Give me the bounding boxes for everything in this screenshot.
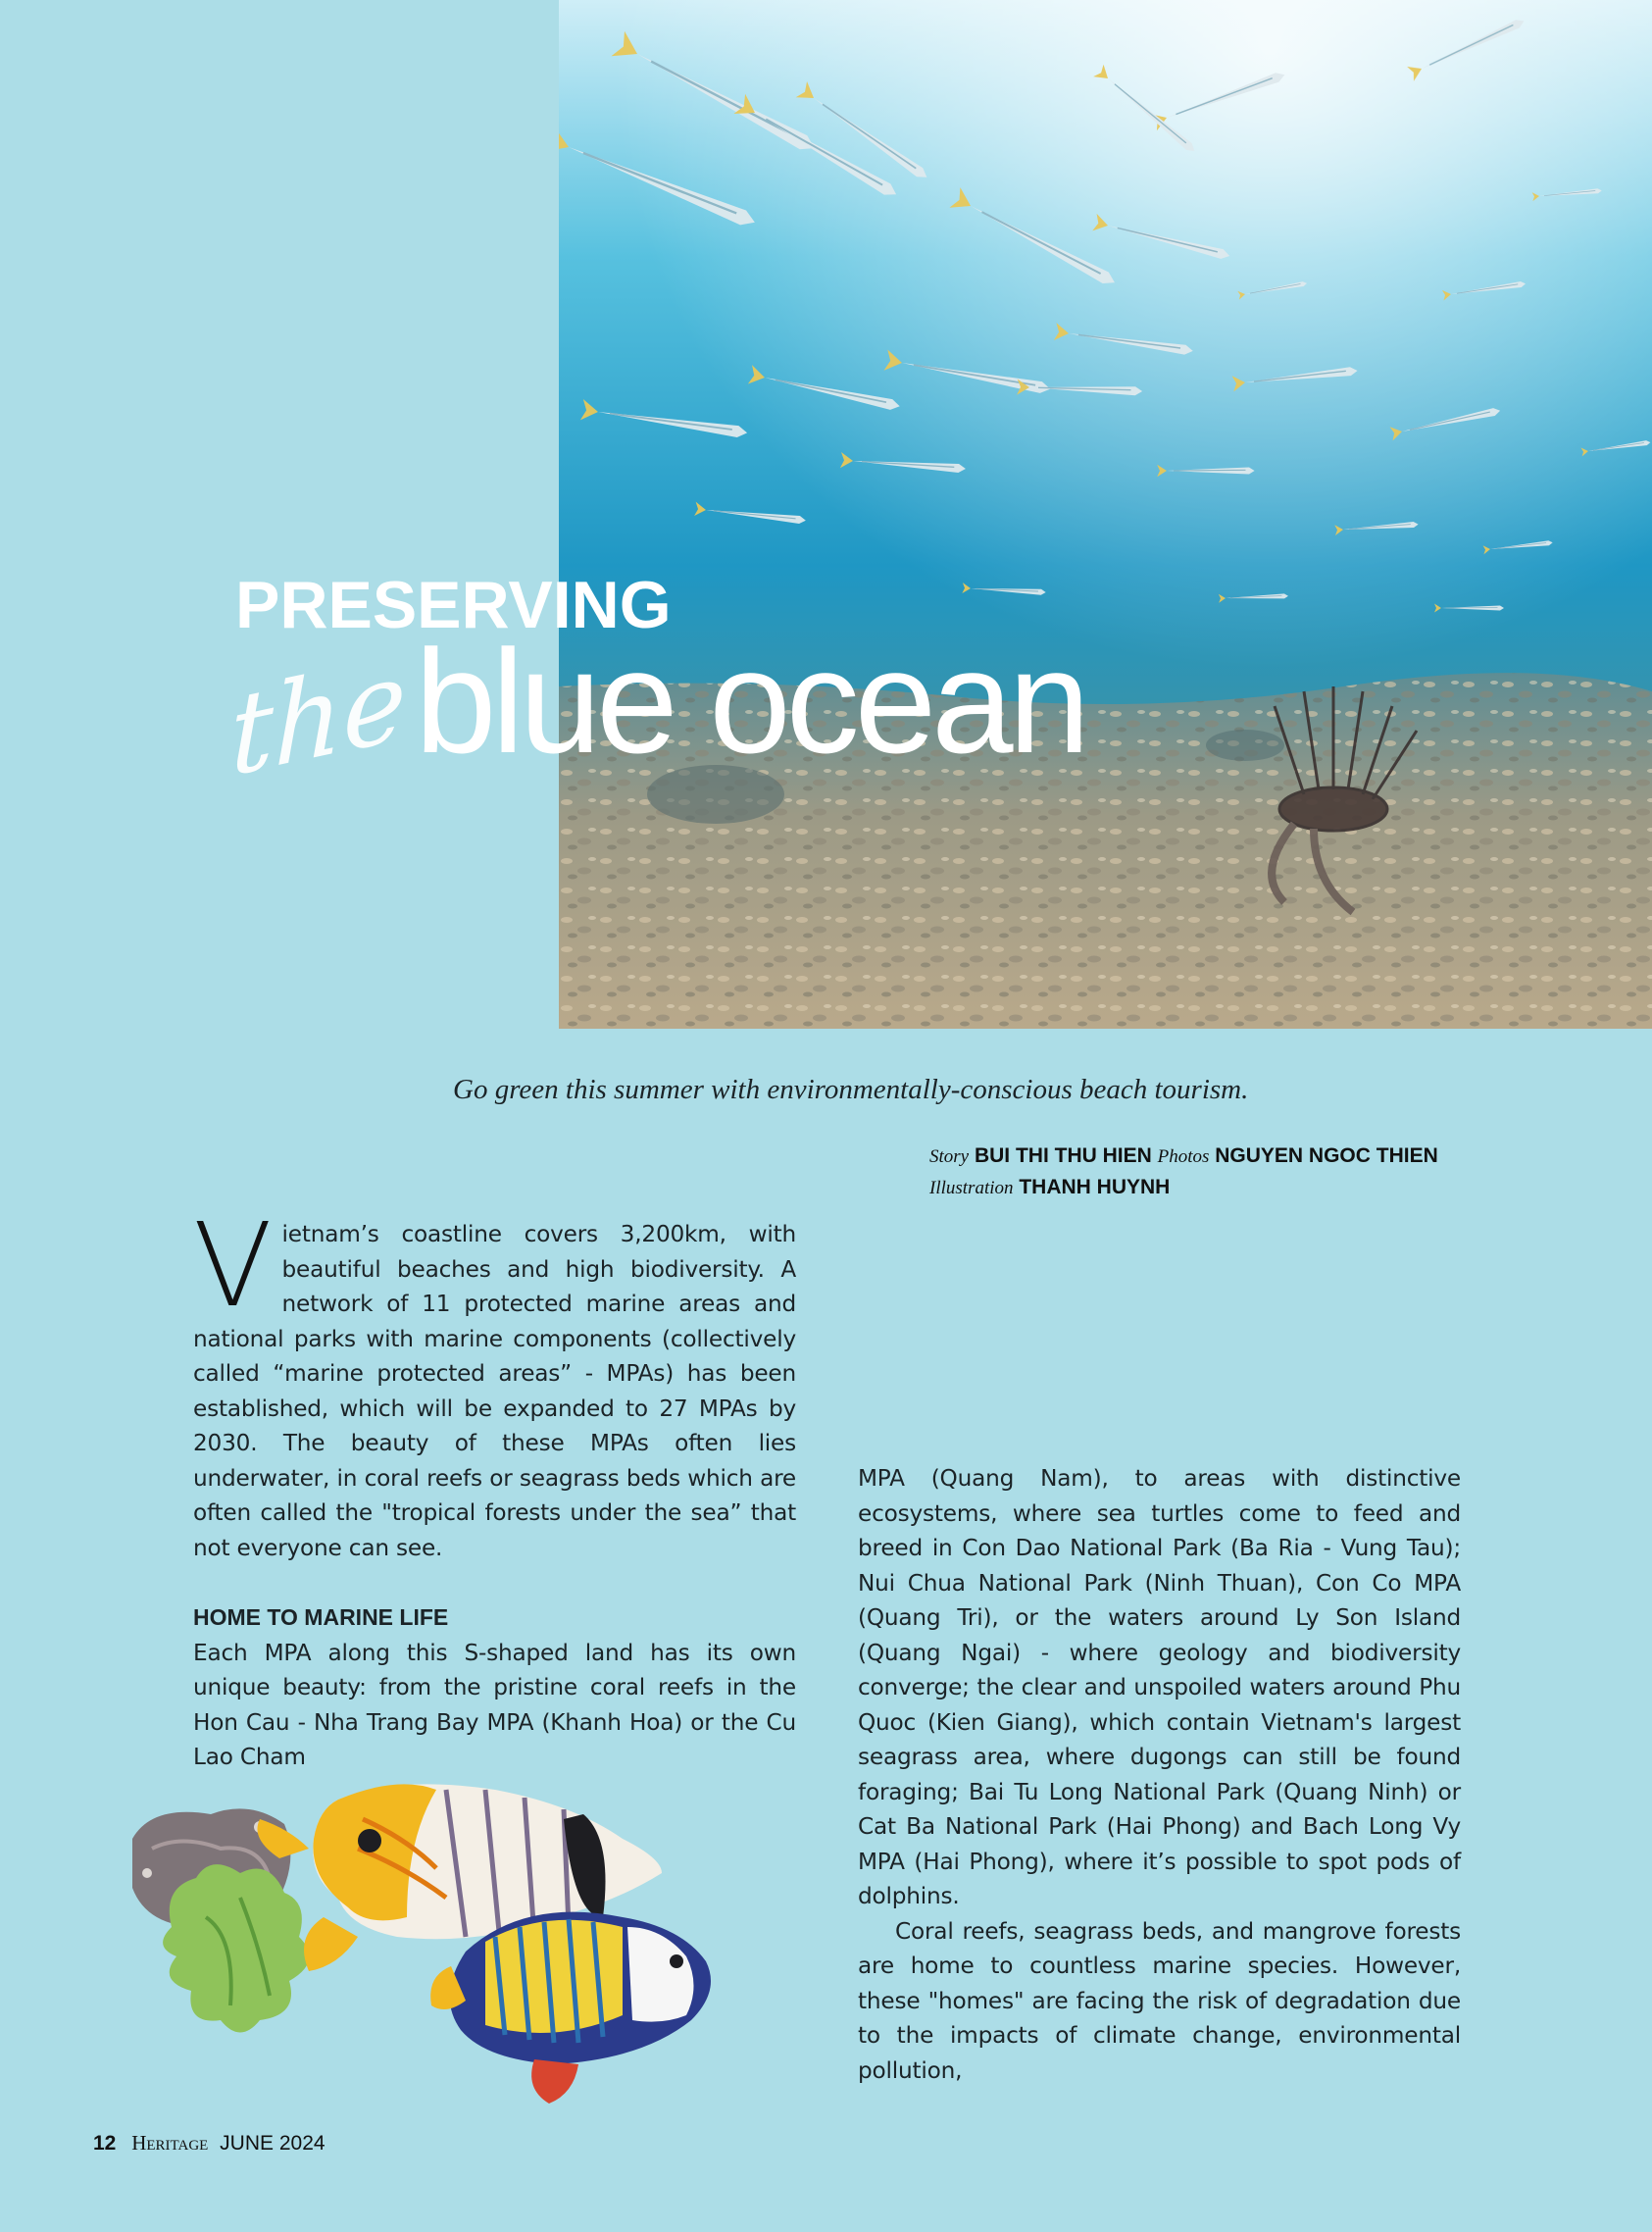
paragraph-3: Coral reefs, seagrass beds, and mangrove forests are home to countless marine species. However, these "homes" are facing the risk of degradation due to the impacts of climate change, environmental pollution,: [858, 1917, 1461, 2084]
magazine-name: Heritage: [131, 2131, 209, 2155]
hero-photo-image: [559, 0, 1652, 1029]
photos-author: NGUYEN NGOC THIEN: [1215, 1144, 1438, 1167]
hero-photo: [559, 0, 1652, 1029]
issue-date: JUNE 2024: [220, 2132, 325, 2155]
subhead-home-to-marine-life: HOME TO MARINE LIFE: [193, 1604, 449, 1630]
angelfish-icon: [430, 1912, 711, 2104]
paragraph-2-start: Each MPA along this S-shaped land has its own unique beauty: from the pristine coral reefs in the Hon Cau - Nha Trang Bay MPA (Khanh Hoa) or the Cu Lao Cham: [193, 1639, 796, 1770]
title-blue-ocean: blue ocean: [415, 619, 1085, 784]
title-script-the: the: [230, 634, 407, 802]
article-column-2: [858, 1461, 1461, 2088]
byline: [929, 1141, 1438, 1203]
intro-paragraph: [193, 1197, 796, 1565]
fish-illustration: [113, 1780, 819, 2133]
page-footer: [93, 2131, 325, 2156]
fish-illustration-image: [113, 1780, 819, 2133]
photos-label: Photos: [1157, 1146, 1210, 1167]
paragraph-2-continued: MPA (Quang Nam), to areas with distinctive ecosystems, where sea turtles come to feed and breed in Con Dao National Park (Ba Ria - Vung Tau); Nui Chua National Park (Ninh Thuan), Con Co MPA (Quang Tri), or the waters around Ly Son Island (Quang Ngai) - where geology and biodiversity converge; the clear and unspoiled waters around Phu Quoc (Kien Giang), which contain Vietnam's largest seagrass area, where dugongs can still be found foraging; Bai Tu Long National Park (Quang Ninh) or Cat Ba National Park (Hai Phong) and Bach Long Vy MPA (Hai Phong), where it’s possible to spot pods of dolphins.: [858, 1465, 1461, 1909]
story-author: BUI THI THU HIEN: [974, 1144, 1152, 1167]
page-number: 12: [93, 2132, 117, 2155]
title-preserving: PRESERVING: [235, 568, 672, 642]
article-column-1: [193, 1197, 796, 1775]
story-label: Story: [929, 1146, 970, 1167]
drop-cap: V: [193, 1197, 273, 1333]
illustration-label: Illustration: [929, 1178, 1014, 1198]
intro-text: ietnam’s coastline covers 3,200km, with beautiful beaches and high biodiversity. A network of 11 protected marine areas and national parks with marine components (collectively called “marine protected areas” - MPAs) has been established, which will be expanded to 27 MPAs by 2030. The beauty of these MPAs often lies underwater, in coral reefs or seagrass beds which are often called the "tropical forests under the sea” that not everyone can see.: [193, 1221, 796, 1561]
deck-subtitle: Go green this summer with environmentally-conscious beach tourism.: [453, 1074, 1249, 1105]
illustration-author: THANH HUYNH: [1019, 1176, 1171, 1198]
